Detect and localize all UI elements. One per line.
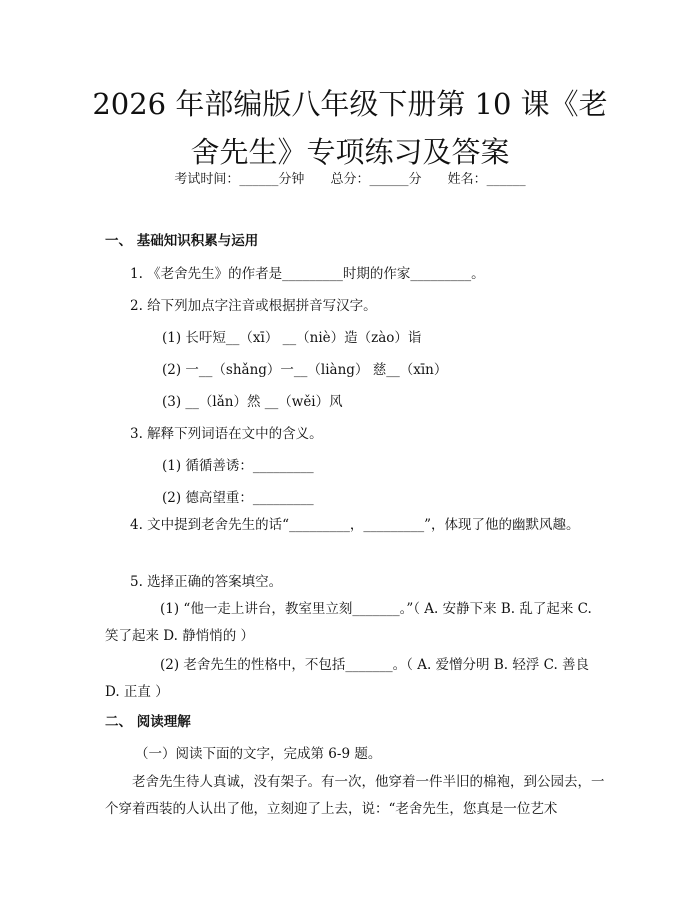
question-3-item-1: (1) 循循善诱：_________ [162,458,314,474]
reading-passage: 老舍先生待人真诚，没有架子。有一次，他穿着一件半旧的棉袍，到公园去，一个穿着西装的人认出了他，立刻迎了上去，说：“老舍先生，您真是一位艺术 [105,774,605,817]
question-5-item-2: (2) 老舍先生的性格中，不包括_______。（ A. 爱憎分明 B. 轻浮 C. 善良 D. 正直 ） [105,657,590,700]
question-3: 3. 解释下列词语在文中的含义。 [130,426,323,442]
question-3-item-2: (2) 德高望重：_________ [162,490,314,506]
question-1: 1. 《老舍先生》的作者是_________时期的作家_________。 [130,266,485,282]
exam-score: 总分：______分 [330,172,422,187]
question-5-item-1: (1) “他一走上讲台，教室里立刻_______。”（ A. 安静下来 B. 乱了起来 C. 笑了起来 D. 静悄悄的 ） [105,601,592,644]
section-heading-1: 一、 基础知识积累与运用 [105,233,259,249]
document-title: 2026 年部编版八年级下册第 10 课《老舍先生》专项练习及答案 [92,87,608,169]
question-2-item-2: (2) 一__（shǎng）一__（liàng） 慈__（xīn） [162,362,448,378]
section-heading-2: 二、 阅读理解 [105,714,191,730]
question-5: 5. 选择正确的答案填空。 [130,574,283,590]
question-2-item-1: (1) 长吁短__（xī） __（niè）造（zào）诣 [162,330,422,346]
question-2-item-3: (3) __（lǎn）然 __（wěi）风 [162,394,343,410]
exam-time: 考试时间：______分钟 [174,172,305,187]
student-name: 姓名：______ [447,172,526,187]
question-4: 4. 文中提到老舍先生的话“_________，_________”，体现了他的幽默风趣。 [130,517,580,533]
exam-meta [0,168,700,187]
question-2: 2. 给下列加点字注音或根据拼音写汉字。 [130,298,377,314]
reading-intro: （一）阅读下面的文字，完成第 6-9 题。 [135,746,382,762]
